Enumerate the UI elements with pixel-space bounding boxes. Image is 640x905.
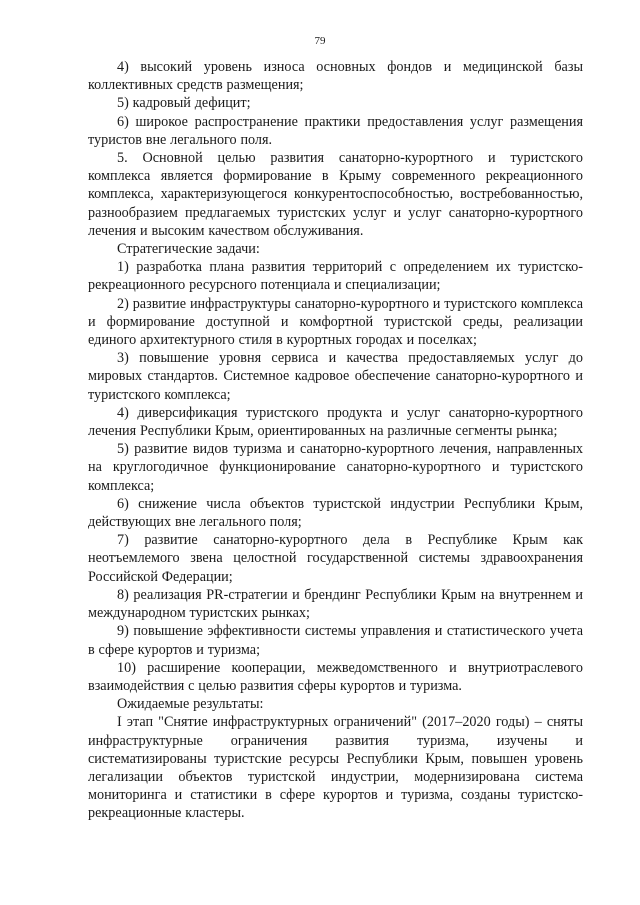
paragraph-stage-1: I этап "Снятие инфраструктурных ограничений" (2017–2020 годы) – сняты инфраструктурные ограничения развития туризма, изучены и систематизированы туристские ресурсы Республики Крым, повышен уровень легализации объектов туристской индустрии, модернизирована система мониторинга и статистики в сфере курортов и туризма, созданы туристско-рекреационные кластеры. — [88, 714, 583, 822]
paragraph-problem-6: 6) широкое распространение практики предоставления услуг размещения туристов вне легального поля. — [88, 113, 583, 148]
paragraph-problem-4: 4) высокий уровень износа основных фондов и медицинской базы коллективных средств размещения; — [88, 59, 583, 94]
heading-expected-results: Ожидаемые результаты: — [117, 696, 264, 713]
task-item-7: 7) развитие санаторно-курортного дела в Республике Крым как неотъемлемого звена целостной государственной системы здравоохранения Российской Федерации; — [88, 532, 583, 585]
task-item-2: 2) развитие инфраструктуры санаторно-курортного и туристского комплекса и формирование доступной и комфортной туристской среды, реализации единого архитектурного стиля в курортных городах и поселках; — [88, 295, 583, 349]
task-item-1: 1) разработка плана развития территорий с определением их туристско-рекреационного ресурсного потенциала и специализации; — [88, 259, 583, 294]
task-item-5: 5) развитие видов туризма и санаторно-курортного лечения, направленных на круглогодичное функционирование санаторно-курортного и туристского комплекса; — [88, 441, 583, 494]
page-number: 79 — [314, 35, 326, 47]
task-item-10: 10) расширение кооперации, межведомственного и внутриотраслевого взаимодействия с целью развития сферы курортов и туризма. — [88, 659, 583, 694]
heading-strategic-tasks: Стратегические задачи: — [117, 241, 260, 258]
task-item-8: 8) реализация PR-стратегии и брендинг Республики Крым на внутреннем и международном туристских рынках; — [88, 586, 583, 622]
task-item-3: 3) повышение уровня сервиса и качества предоставляемых услуг до мировых стандартов. Системное кадровое обеспечение санаторно-курортного и туристского комплекса; — [88, 350, 583, 403]
task-item-4: 4) диверсификация туристского продукта и услуг санаторно-курортного лечения Республики Крым, ориентированных на различные сегменты рынка; — [88, 404, 583, 440]
task-item-9: 9) повышение эффективности системы управления и статистического учета в сфере курортов и туризма; — [88, 623, 583, 658]
paragraph-main-goal: 5. Основной целью развития санаторно-курортного и туристского комплекса является формирование в Крыму современного рекреационного комплекса, характеризующегося конкурентоспособностью, востребованностью, разнообразием предлагаемых туристских услуг и услуг санаторно-курортного лечения и высоким качеством обслуживания. — [88, 150, 583, 239]
task-item-6: 6) снижение числа объектов туристской индустрии Республики Крым, действующих вне легального поля; — [88, 495, 583, 531]
document-body — [88, 58, 583, 823]
paragraph-problem-5: 5) кадровый дефицит; — [117, 95, 251, 112]
